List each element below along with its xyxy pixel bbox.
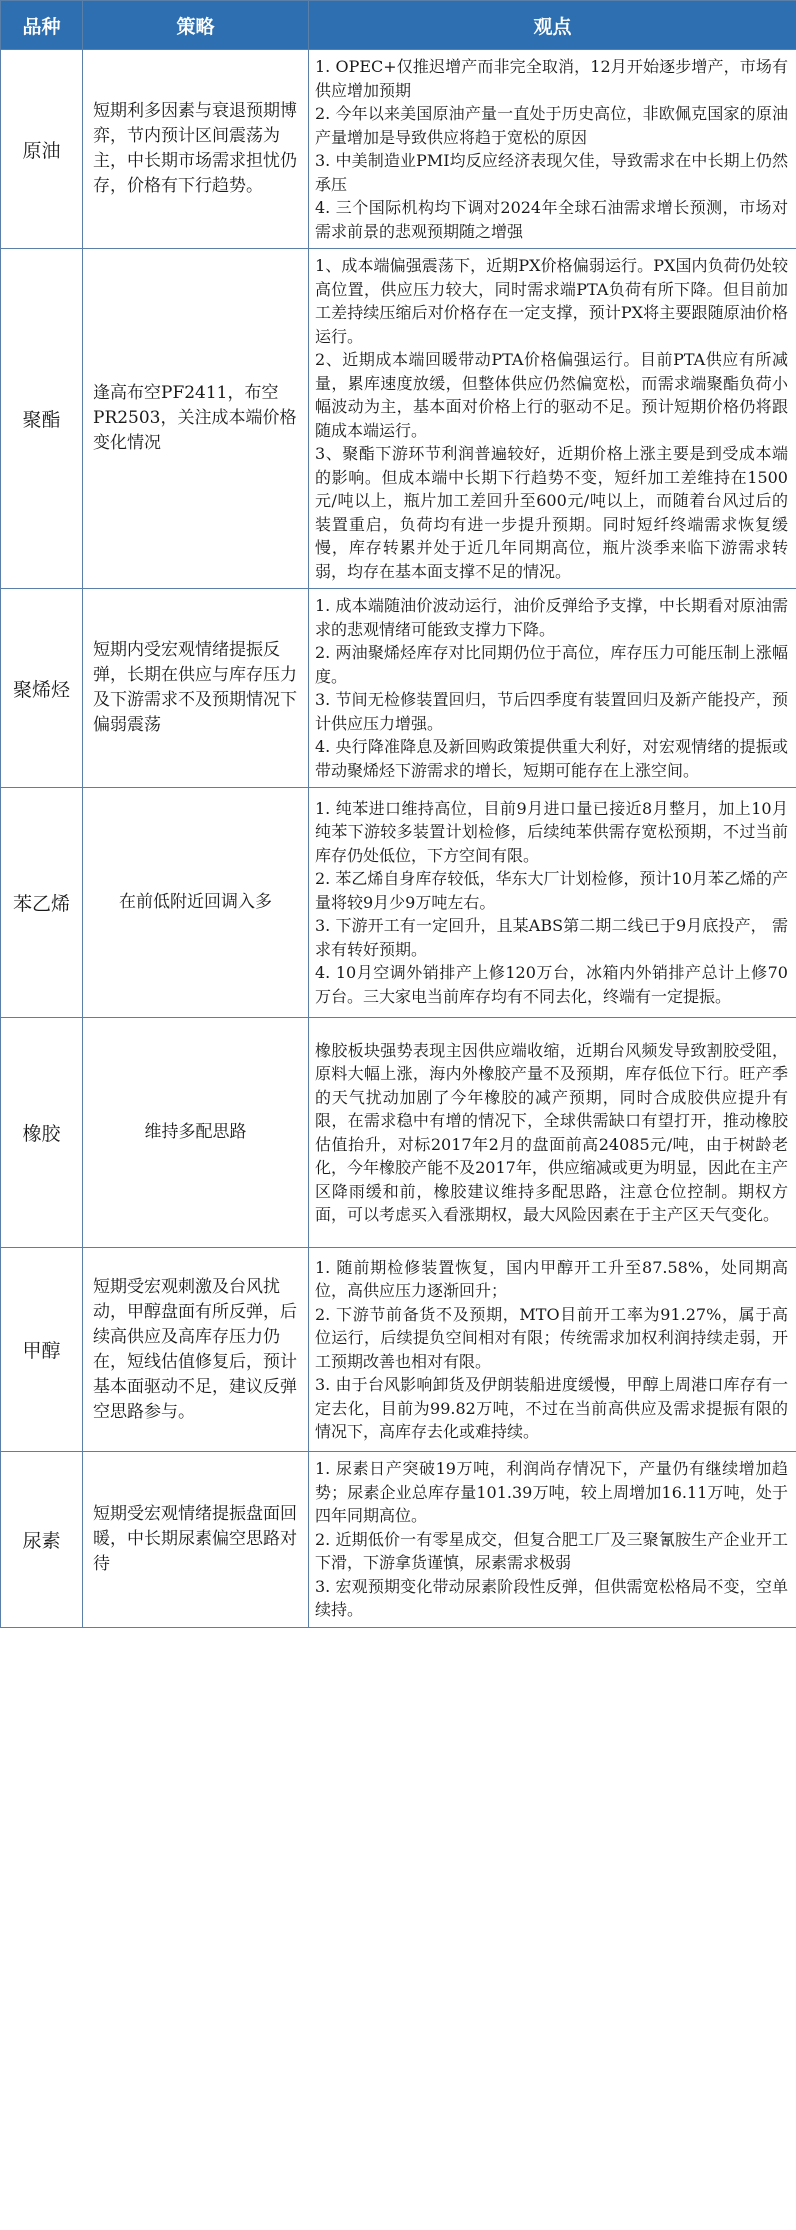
viewpoint-point: 3. 由于台风影响卸货及伊朗装船进度缓慢，甲醇上周港口库存有一定去化，目前为99.82万吨，不过在当前高供应及需求提振有限的情况下，高库存去化或难持续。: [315, 1375, 788, 1441]
viewpoint-cell: [309, 249, 796, 589]
variety-cell: 橡胶: [1, 1018, 83, 1248]
variety-cell: 原油: [1, 50, 83, 249]
variety-cell: 聚烯烃: [1, 589, 83, 788]
viewpoint-point: 3. 下游开工有一定回升，且某ABS第二期二线已于9月底投产， 需求有转好预期。: [315, 916, 788, 959]
viewpoint-point: 4. 10月空调外销排产上修120万台，冰箱内外销排产总计上修70万台。三大家电当前库存均有不同去化，终端有一定提振。: [315, 963, 788, 1006]
viewpoint-point: 4. 三个国际机构均下调对2024年全球石油需求增长预测，市场对需求前景的悲观预期随之增强: [315, 198, 788, 241]
viewpoint-cell: [309, 50, 796, 249]
variety-cell: 聚酯: [1, 249, 83, 589]
header-row: [1, 1, 796, 50]
viewpoint-point: 2. 两油聚烯烃库存对比同期仍位于高位，库存压力可能压制上涨幅度。: [315, 643, 788, 686]
viewpoint-cell: [309, 589, 796, 788]
viewpoint-cell: [309, 1248, 796, 1452]
viewpoint-point: 2. 下游节前备货不及预期，MTO目前开工率为91.27%，属于高位运行，后续提负空间相对有限；传统需求加权利润持续走弱，开工预期改善也相对有限。: [315, 1304, 788, 1371]
table-row: [1, 1018, 796, 1248]
table-row: [1, 788, 796, 1018]
viewpoint-point: 2. 今年以来美国原油产量一直处于历史高位，非欧佩克国家的原油产量增加是导致供应将趋于宽松的原因: [315, 104, 788, 147]
viewpoint-cell: [309, 788, 796, 1018]
table-row: [1, 50, 796, 249]
viewpoint-point: 1. 成本端随油价波动运行，油价反弹给予支撑，中长期看对原油需求的悲观情绪可能致支撑力下降。: [315, 596, 788, 639]
header-strategy: 策略: [83, 1, 309, 50]
table-row: [1, 249, 796, 589]
viewpoint-point: 1. 纯苯进口维持高位，目前9月进口量已接近8月整月，加上10月纯苯下游较多装置计划检修，后续纯苯供需存宽松预期，不过当前库存仍处低位，下方空间有限。: [315, 798, 788, 865]
viewpoint-point: 3. 中美制造业PMI均反应经济表现欠佳，导致需求在中长期上仍然承压: [315, 151, 788, 194]
viewpoint-point: 4. 央行降准降息及新回购政策提供重大利好，对宏观情绪的提振或带动聚烯烃下游需求的增长，短期可能存在上涨空间。: [315, 737, 788, 780]
viewpoint-point: 2. 近期低价一有零星成交，但复合肥工厂及三聚氰胺生产企业开工下滑，下游拿货谨慎，尿素需求极弱: [315, 1529, 788, 1572]
viewpoint-point: 1. OPEC+仅推迟增产而非完全取消，12月开始逐步增产，市场有供应增加预期: [315, 57, 788, 100]
viewpoint-point: 3. 节间无检修装置回归，节后四季度有装置回归及新产能投产，预计供应压力增强。: [315, 690, 788, 733]
viewpoint-point: 1. 随前期检修装置恢复，国内甲醇开工升至87.58%，处同期高位，高供应压力逐渐回升；: [315, 1257, 788, 1300]
strategy-cell: 逢高布空PF2411，布空PR2503，关注成本端价格变化情况: [83, 249, 309, 589]
viewpoint-cell: [309, 1452, 796, 1628]
variety-cell: 尿素: [1, 1452, 83, 1628]
strategy-cell: 短期内受宏观情绪提振反弹，长期在供应与库存压力及下游需求不及预期情况下偏弱震荡: [83, 589, 309, 788]
viewpoint-point: 2、近期成本端回暖带动PTA价格偏强运行。目前PTA供应有所减量，累库速度放缓，但整体供应仍然偏宽松，而需求端聚酯负荷小幅波动为主，基本面对价格上行的驱动不足。预计短期价格仍将跟随成本端运行。: [315, 350, 788, 440]
strategy-cell: 短期利多因素与衰退预期博弈，节内预计区间震荡为主，中长期市场需求担忧仍存，价格有下行趋势。: [83, 50, 309, 249]
viewpoint-point: 橡胶板块强势表现主因供应端收缩，近期台风频发导致割胶受阻，原料大幅上涨，海内外橡胶产量不及预期，库存低位下行。旺产季的天气扰动加剧了今年橡胶的减产预期，同时合成胶供应提升有限，在需求稳中有增的情况下，全球供需缺口有望打开，推动橡胶估值抬升，对标2017年2月的盘面前高24085元/吨，由于树龄老化，今年橡胶产能不及2017年，供应缩减或更为明显，因此在主产区降雨缓和前，橡胶建议维持多配思路，注意仓位控制。期权方面，可以考虑买入看涨期权，最大风险因素在于主产区天气变化。: [315, 1040, 788, 1224]
viewpoint-point: 3. 宏观预期变化带动尿素阶段性反弹，但供需宽松格局不变，空单续持。: [315, 1576, 788, 1619]
viewpoint-point: 3、聚酯下游环节利润普遍较好，近期价格上涨主要是到受成本端的影响。但成本端中长期下行趋势不变，短纤加工差维持在1500元/吨以上，瓶片加工差回升至600元/吨以上，而随着台风过后的装置重启，负荷均有进一步提升预期。同时短纤终端需求恢复缓慢，库存转累并处于近几年同期高位，瓶片淡季来临下游需求转弱，均存在基本面支撑不足的情况。: [315, 444, 788, 581]
viewpoint-cell: [309, 1018, 796, 1248]
strategy-cell: 短期受宏观情绪提振盘面回暖，中长期尿素偏空思路对待: [83, 1452, 309, 1628]
viewpoint-point: 2. 苯乙烯自身库存较低，华东大厂计划检修，预计10月苯乙烯的产量将较9月少9万吨左右。: [315, 869, 788, 912]
strategy-cell: 维持多配思路: [83, 1018, 309, 1248]
table-row: [1, 1452, 796, 1628]
strategy-cell: 短期受宏观刺激及台风扰动，甲醇盘面有所反弹，后续高供应及高库存压力仍在，短线估值修复后，预计基本面驱动不足，建议反弹空思路参与。: [83, 1248, 309, 1452]
table-row: [1, 589, 796, 788]
header-viewpoint: 观点: [309, 1, 796, 50]
table-row: [1, 1248, 796, 1452]
viewpoint-point: 1、成本端偏强震荡下，近期PX价格偏弱运行。PX国内负荷仍处较高位置，供应压力较大，同时需求端PTA负荷有所下降。但目前加工差持续压缩后对价格存在一定支撑，预计PX将主要跟随原油价格运行。: [315, 256, 788, 346]
strategy-cell: 在前低附近回调入多: [83, 788, 309, 1018]
header-variety: 品种: [1, 1, 83, 50]
variety-cell: 苯乙烯: [1, 788, 83, 1018]
viewpoint-point: 1. 尿素日产突破19万吨，利润尚存情况下，产量仍有继续增加趋势；尿素企业总库存量101.39万吨，较上周增加16.11万吨，处于四年同期高位。: [315, 1459, 788, 1525]
variety-cell: 甲醇: [1, 1248, 83, 1452]
